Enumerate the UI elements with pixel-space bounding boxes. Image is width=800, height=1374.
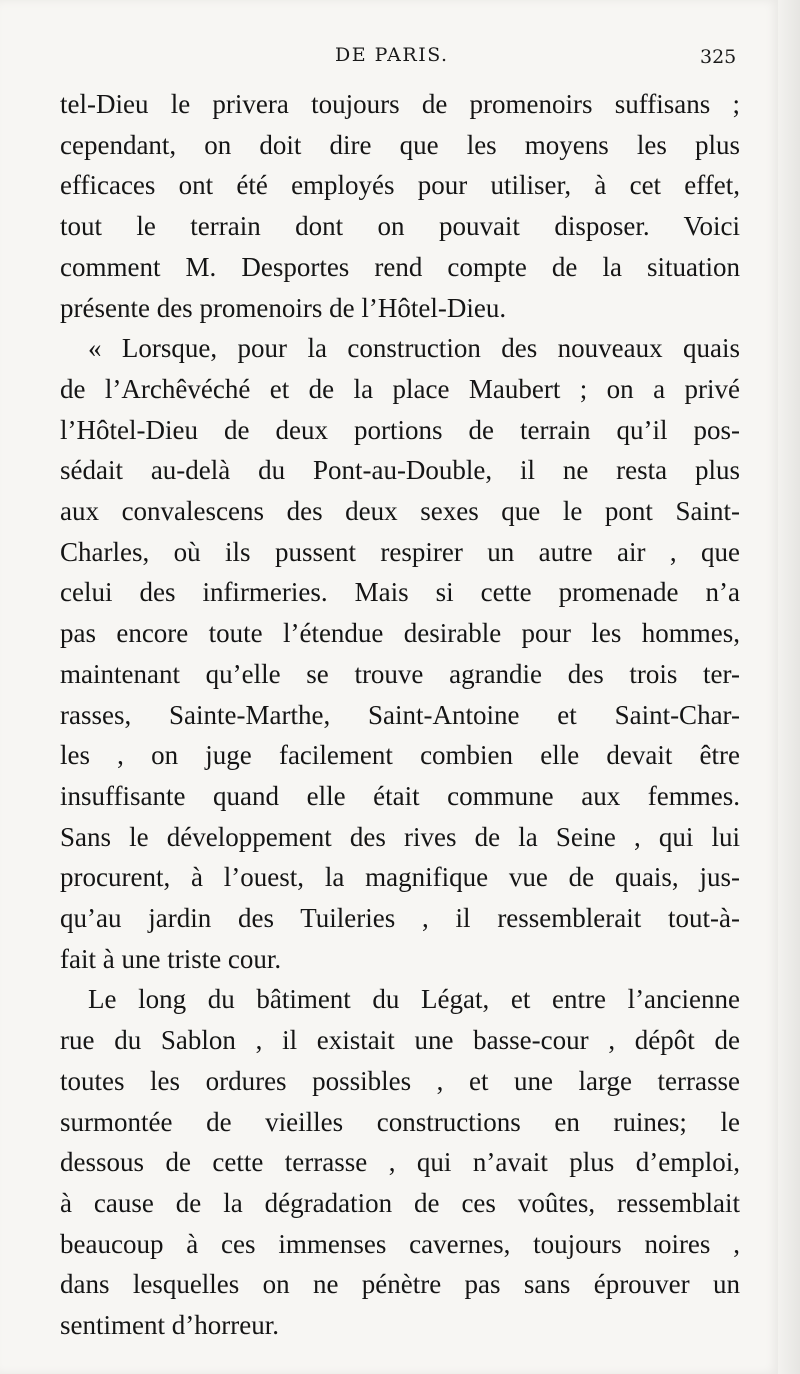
text-line: l’Hôtel-Dieu de deux portions de terrain qu’il pos- xyxy=(60,414,740,445)
text-line: insuffisante quand elle était commune aux femmes. xyxy=(60,780,740,811)
text-line: sédait au-delà du Pont-au-Double, il ne resta plus xyxy=(60,455,740,486)
text-line: présente des promenoirs de l’Hôtel-Dieu. xyxy=(60,292,507,323)
text-line: dans lesquelles on ne pénètre pas sans éprouver un xyxy=(60,1269,740,1300)
text-line: sentiment d’horreur. xyxy=(60,1310,279,1341)
text-line: efficaces ont été employés pour utiliser, à cet effet, xyxy=(60,170,740,201)
text-line: procurent, à l’ouest, la magnifique vue de quais, jus- xyxy=(60,862,740,893)
page-edge xyxy=(778,0,800,1374)
paragraph xyxy=(60,84,740,328)
text-line: Sans le développement des rives de la Seine , qui lui xyxy=(60,821,740,852)
paragraph xyxy=(60,328,740,979)
text-line: cependant, on doit dire que les moyens les plus xyxy=(60,129,740,160)
text-line: aux convalescens des deux sexes que le pont Saint- xyxy=(60,496,740,527)
text-line: surmontée de vieilles constructions en ruines; le xyxy=(60,1106,740,1137)
text-line: rasses, Sainte-Marthe, Saint-Antoine et Saint-Char- xyxy=(60,699,740,730)
text-line: celui des infirmeries. Mais si cette promenade n’a xyxy=(60,577,740,608)
paragraph xyxy=(60,979,740,1345)
text-line: tel-Dieu le privera toujours de promenoirs suffisans ; xyxy=(60,89,740,119)
text-line: rue du Sablon , il existait une basse-cour , dépôt de xyxy=(60,1025,740,1056)
text-line: de l’Archêvéché et de la place Maubert ; on a privé xyxy=(60,373,740,404)
running-head: DE PARIS. xyxy=(335,44,449,66)
text-line: maintenant qu’elle se trouve agrandie des trois ter- xyxy=(60,658,740,689)
text-line: Charles, où ils pussent respirer un autre air , que xyxy=(60,536,740,567)
text-line: fait à une triste cour. xyxy=(60,943,282,974)
text-line: à cause de la dégradation de ces voûtes, ressemblait xyxy=(60,1187,740,1218)
text-line: qu’au jardin des Tuileries , il ressemblerait tout-à- xyxy=(60,903,740,934)
text-line: tout le terrain dont on pouvait disposer. Voici xyxy=(60,211,740,242)
text-line: « Lorsque, pour la construction des nouveaux quais xyxy=(88,333,740,364)
text-line: Le long du bâtiment du Légat, et entre l’ancienne xyxy=(88,984,740,1015)
text-line: les , on juge facilement combien elle devait être xyxy=(60,740,740,771)
body-text xyxy=(60,84,740,1346)
text-line: toutes les ordures possibles , et une large terrasse xyxy=(60,1065,740,1096)
text-line: pas encore toute l’étendue desirable pour les hommes, xyxy=(60,618,740,649)
page-header xyxy=(0,38,780,78)
text-line: dessous de cette terrasse , qui n’avait plus d’emploi, xyxy=(60,1147,740,1178)
text-line: comment M. Desportes rend compte de la situation xyxy=(60,251,740,282)
page-number: 325 xyxy=(700,46,737,68)
text-line: beaucoup à ces immenses cavernes, toujours noires , xyxy=(60,1228,740,1259)
